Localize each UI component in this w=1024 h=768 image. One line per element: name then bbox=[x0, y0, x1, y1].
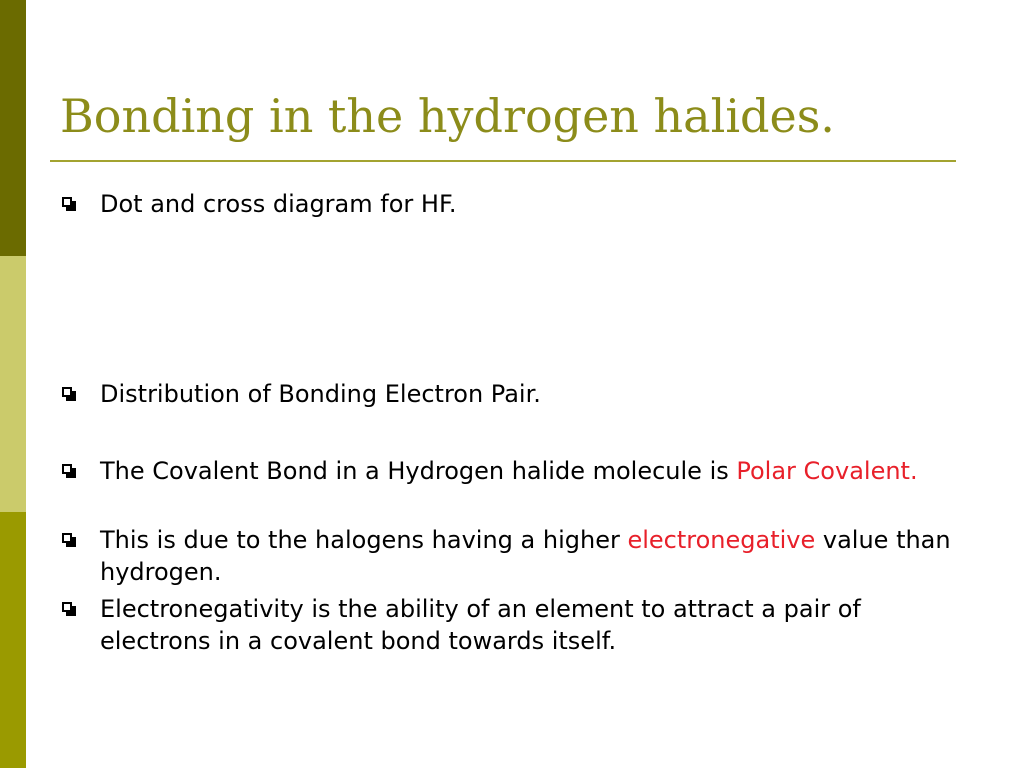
bullet-text-part: value than hydrogen. bbox=[100, 526, 951, 586]
bullet-distribution bbox=[62, 378, 962, 410]
side-bar-light bbox=[0, 256, 26, 512]
square-bullet-icon bbox=[62, 387, 72, 397]
bullet-text-part: The Covalent Bond in a Hydrogen halide molecule is bbox=[100, 457, 737, 485]
bullet-electronegativity-definition bbox=[62, 593, 962, 657]
bullet-text: Distribution of Bonding Electron Pair. bbox=[100, 380, 541, 408]
highlight-term: electronegative bbox=[627, 526, 816, 554]
bullet-text-part: This is due to the halogens having a higher bbox=[100, 526, 628, 554]
bullet-text bbox=[100, 455, 962, 487]
bullet-text bbox=[100, 524, 962, 588]
side-bar-mid bbox=[0, 512, 26, 768]
side-bar-dark bbox=[0, 0, 26, 256]
square-bullet-icon bbox=[62, 464, 72, 474]
bullet-text: Electronegativity is the ability of an element to attract a pair of electrons in a covalent bond towards itself. bbox=[100, 595, 861, 655]
bullet-polar-covalent bbox=[62, 455, 962, 487]
title-underline bbox=[50, 160, 956, 162]
bullet-text: Dot and cross diagram for HF. bbox=[100, 190, 457, 218]
square-bullet-icon bbox=[62, 602, 72, 612]
slide-title: Bonding in the hydrogen halides. bbox=[60, 89, 835, 143]
square-bullet-icon bbox=[62, 197, 72, 207]
bullet-dot-cross bbox=[62, 188, 962, 220]
highlight-term: Polar Covalent. bbox=[736, 457, 918, 485]
bullet-electronegative bbox=[62, 524, 962, 588]
square-bullet-icon bbox=[62, 533, 72, 543]
